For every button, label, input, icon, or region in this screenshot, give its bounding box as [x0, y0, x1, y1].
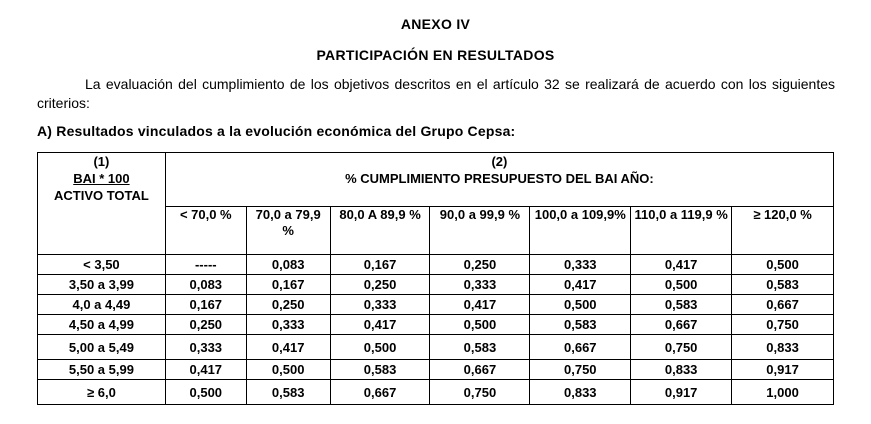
table-cell: 0,250: [165, 315, 246, 335]
page-title: PARTICIPACIÓN EN RESULTADOS: [316, 47, 555, 63]
range-header: 90,0 a 99,9 %: [430, 207, 530, 255]
table-cell: 0,333: [246, 315, 330, 335]
table-cell: 0,500: [732, 255, 834, 275]
table-row: [38, 255, 834, 275]
row-label: 3,50 a 3,99: [38, 275, 166, 295]
row-label: 5,00 a 5,49: [38, 335, 166, 360]
table-cell: 0,833: [732, 335, 834, 360]
ratio-column-number: (1): [93, 154, 110, 169]
table-row: [38, 380, 834, 405]
table-cell: 0,083: [246, 255, 330, 275]
table-cell: 0,750: [430, 380, 530, 405]
table-cell: 0,167: [330, 255, 430, 275]
table-cell: 0,833: [631, 360, 732, 380]
table-cell: -----: [165, 255, 246, 275]
range-header: 70,0 a 79,9 %: [246, 207, 330, 255]
table-cell: 0,167: [246, 275, 330, 295]
ratio-column-header: [38, 153, 166, 255]
table-cell: 0,500: [530, 295, 631, 315]
ratio-numerator: BAI * 100: [73, 171, 130, 186]
table-cell: 0,500: [330, 335, 430, 360]
table-cell: 0,750: [530, 360, 631, 380]
table-row: [38, 360, 834, 380]
range-header: ≥ 120,0 %: [732, 207, 834, 255]
table-cell: 0,583: [631, 295, 732, 315]
table-cell: 0,250: [430, 255, 530, 275]
table-row: [38, 295, 834, 315]
table-row: [38, 315, 834, 335]
table-cell: 0,917: [631, 380, 732, 405]
table-cell: 0,500: [430, 315, 530, 335]
range-header: < 70,0 %: [165, 207, 246, 255]
row-label: 4,50 a 4,99: [38, 315, 166, 335]
compliance-column-title: % CUMPLIMIENTO PRESUPUESTO DEL BAI AÑO:: [345, 171, 654, 186]
table-cell: 0,417: [631, 255, 732, 275]
table-cell: 0,750: [631, 335, 732, 360]
table-cell: 0,500: [165, 380, 246, 405]
intro-paragraph: La evaluación del cumplimiento de los objetivos descritos en el artículo 32 se realizará de acuerdo con los siguientes criterios:: [37, 76, 835, 111]
table-row: [38, 275, 834, 295]
table-cell: 0,667: [330, 380, 430, 405]
table-cell: 0,583: [732, 275, 834, 295]
row-label: 4,0 a 4,49: [38, 295, 166, 315]
table-cell: 1,000: [732, 380, 834, 405]
row-label: 5,50 a 5,99: [38, 360, 166, 380]
compliance-column-header: [165, 153, 833, 207]
table-cell: 0,417: [246, 335, 330, 360]
table-cell: 0,583: [330, 360, 430, 380]
table-cell: 0,667: [732, 295, 834, 315]
table-cell: 0,500: [631, 275, 732, 295]
table-cell: 0,667: [631, 315, 732, 335]
table-cell: 0,250: [246, 295, 330, 315]
table-cell: 0,333: [330, 295, 430, 315]
table-cell: 0,583: [530, 315, 631, 335]
range-header: 80,0 A 89,9 %: [330, 207, 430, 255]
table-cell: 0,167: [165, 295, 246, 315]
table-cell: 0,417: [165, 360, 246, 380]
table-header-row: [38, 153, 834, 207]
results-table: [37, 152, 834, 405]
annex-heading: ANEXO IV: [400, 16, 471, 32]
table-cell: 0,917: [732, 360, 834, 380]
ratio-denominator: ACTIVO TOTAL: [53, 188, 149, 203]
compliance-column-number: (2): [491, 154, 508, 169]
range-header: 100,0 a 109,9%: [530, 207, 631, 255]
table-cell: 0,667: [530, 335, 631, 360]
table-cell: 0,583: [430, 335, 530, 360]
table-cell: 0,417: [430, 295, 530, 315]
table-cell: 0,583: [246, 380, 330, 405]
range-header: 110,0 a 119,9 %: [631, 207, 732, 255]
table-cell: 0,667: [430, 360, 530, 380]
table-cell: 0,750: [732, 315, 834, 335]
row-label: ≥ 6,0: [38, 380, 166, 405]
table-cell: 0,833: [530, 380, 631, 405]
table-cell: 0,417: [330, 315, 430, 335]
table-cell: 0,083: [165, 275, 246, 295]
table-cell: 0,250: [330, 275, 430, 295]
table-cell: 0,333: [530, 255, 631, 275]
table-cell: 0,333: [430, 275, 530, 295]
table-cell: 0,417: [530, 275, 631, 295]
section-heading: A) Resultados vinculados a la evolución económica del Grupo Cepsa:: [37, 123, 516, 139]
table-cell: 0,500: [246, 360, 330, 380]
table-row: [38, 335, 834, 360]
row-label: < 3,50: [38, 255, 166, 275]
table-cell: 0,333: [165, 335, 246, 360]
